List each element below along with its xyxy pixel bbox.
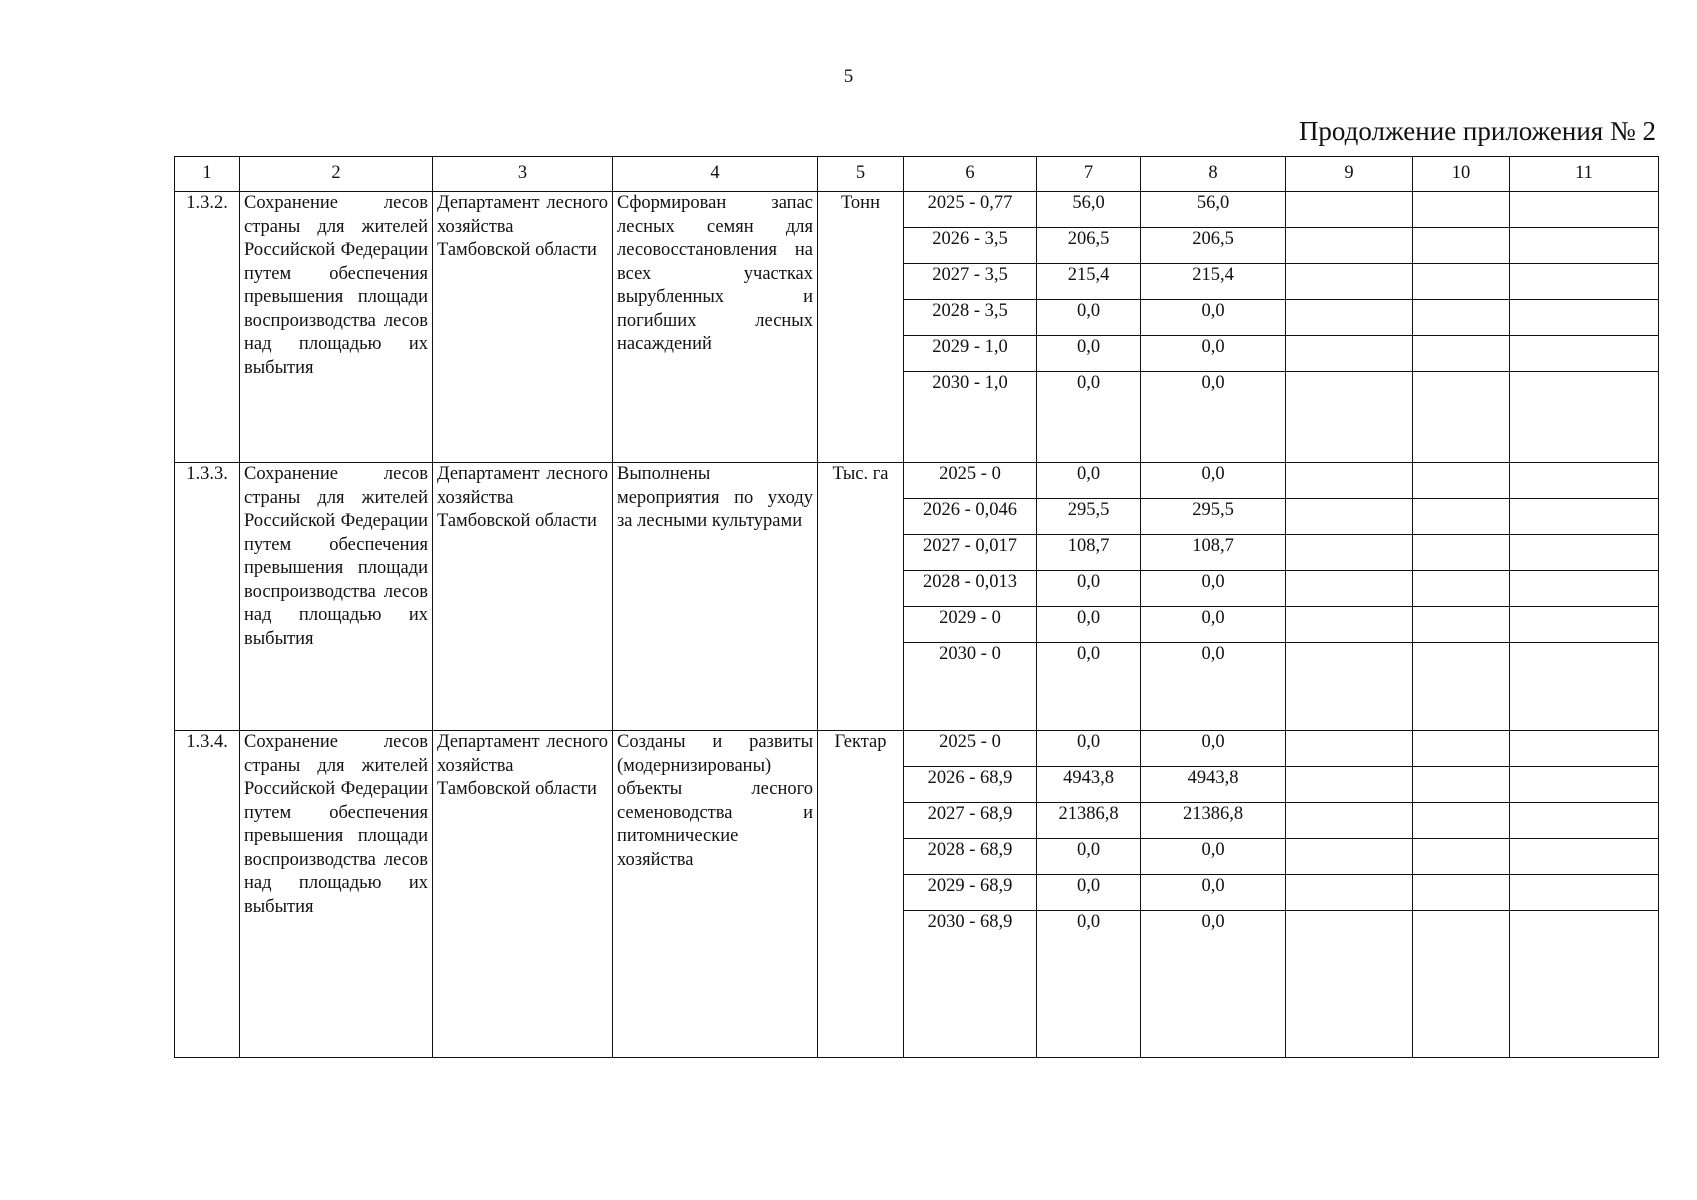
empty-cell bbox=[1286, 839, 1413, 875]
column-header-5: 5 bbox=[818, 157, 904, 192]
column-7-value: 0,0 bbox=[1037, 911, 1141, 1058]
empty-cell bbox=[1286, 192, 1413, 228]
expected-result: Созданы и развиты (модернизированы) объекты лесного семеноводства и питомнические хозяйства bbox=[613, 731, 818, 1058]
empty-cell bbox=[1510, 499, 1659, 535]
empty-cell bbox=[1510, 911, 1659, 1058]
column-7-value: 0,0 bbox=[1037, 875, 1141, 911]
year-value: 2028 - 3,5 bbox=[904, 300, 1037, 336]
empty-cell bbox=[1510, 767, 1659, 803]
column-8-value: 295,5 bbox=[1141, 499, 1286, 535]
year-value: 2030 - 1,0 bbox=[904, 372, 1037, 463]
column-7-value: 295,5 bbox=[1037, 499, 1141, 535]
empty-cell bbox=[1510, 372, 1659, 463]
empty-cell bbox=[1286, 571, 1413, 607]
empty-cell bbox=[1413, 839, 1510, 875]
column-7-value: 0,0 bbox=[1037, 463, 1141, 499]
column-8-value: 0,0 bbox=[1141, 571, 1286, 607]
empty-cell bbox=[1286, 372, 1413, 463]
measure-name: Сохранение лесов страны для жителей Российской Федерации путем обеспечения превышения площади воспроизводства лесов над площадью их выбытия bbox=[240, 463, 433, 731]
header-row bbox=[175, 157, 1659, 192]
column-7-value: 108,7 bbox=[1037, 535, 1141, 571]
empty-cell bbox=[1286, 875, 1413, 911]
empty-cell bbox=[1510, 300, 1659, 336]
empty-cell bbox=[1413, 803, 1510, 839]
year-value: 2027 - 68,9 bbox=[904, 803, 1037, 839]
year-value: 2029 - 68,9 bbox=[904, 875, 1037, 911]
empty-cell bbox=[1413, 372, 1510, 463]
expected-result: Сформирован запас лесных семян для лесовосстановления на всех участках вырубленных и погибших лесных насаждений bbox=[613, 192, 818, 463]
empty-cell bbox=[1413, 767, 1510, 803]
column-7-value: 0,0 bbox=[1037, 839, 1141, 875]
row-number: 1.3.3. bbox=[175, 463, 240, 731]
empty-cell bbox=[1510, 264, 1659, 300]
empty-cell bbox=[1510, 839, 1659, 875]
table-row bbox=[175, 463, 1659, 499]
column-header-7: 7 bbox=[1037, 157, 1141, 192]
empty-cell bbox=[1413, 643, 1510, 731]
empty-cell bbox=[1413, 499, 1510, 535]
column-header-3: 3 bbox=[433, 157, 613, 192]
year-value: 2030 - 0 bbox=[904, 643, 1037, 731]
year-value: 2027 - 0,017 bbox=[904, 535, 1037, 571]
empty-cell bbox=[1286, 643, 1413, 731]
empty-cell bbox=[1510, 875, 1659, 911]
responsible-department: Департамент лесного хозяйства Тамбовской области bbox=[433, 463, 613, 731]
empty-cell bbox=[1510, 192, 1659, 228]
empty-cell bbox=[1286, 535, 1413, 571]
column-8-value: 206,5 bbox=[1141, 228, 1286, 264]
column-7-value: 0,0 bbox=[1037, 571, 1141, 607]
empty-cell bbox=[1413, 228, 1510, 264]
year-value: 2029 - 0 bbox=[904, 607, 1037, 643]
column-8-value: 0,0 bbox=[1141, 731, 1286, 767]
empty-cell bbox=[1286, 228, 1413, 264]
column-8-value: 0,0 bbox=[1141, 372, 1286, 463]
column-8-value: 21386,8 bbox=[1141, 803, 1286, 839]
empty-cell bbox=[1510, 643, 1659, 731]
unit-of-measure: Тонн bbox=[818, 192, 904, 463]
column-7-value: 0,0 bbox=[1037, 300, 1141, 336]
column-header-10: 10 bbox=[1413, 157, 1510, 192]
empty-cell bbox=[1413, 463, 1510, 499]
column-8-value: 0,0 bbox=[1141, 300, 1286, 336]
column-8-value: 4943,8 bbox=[1141, 767, 1286, 803]
column-header-8: 8 bbox=[1141, 157, 1286, 192]
measure-name: Сохранение лесов страны для жителей Российской Федерации путем обеспечения превышения площади воспроизводства лесов над площадью их выбытия bbox=[240, 731, 433, 1058]
column-7-value: 21386,8 bbox=[1037, 803, 1141, 839]
empty-cell bbox=[1286, 300, 1413, 336]
column-8-value: 0,0 bbox=[1141, 336, 1286, 372]
empty-cell bbox=[1510, 731, 1659, 767]
year-value: 2025 - 0 bbox=[904, 463, 1037, 499]
expected-result: Выполнены мероприятия по уходу за лесными культурами bbox=[613, 463, 818, 731]
column-header-2: 2 bbox=[240, 157, 433, 192]
column-header-11: 11 bbox=[1510, 157, 1659, 192]
empty-cell bbox=[1413, 264, 1510, 300]
page-number: 5 bbox=[843, 66, 854, 87]
year-value: 2025 - 0 bbox=[904, 731, 1037, 767]
responsible-department: Департамент лесного хозяйства Тамбовской области bbox=[433, 731, 613, 1058]
empty-cell bbox=[1510, 571, 1659, 607]
column-7-value: 0,0 bbox=[1037, 643, 1141, 731]
empty-cell bbox=[1510, 607, 1659, 643]
year-value: 2028 - 68,9 bbox=[904, 839, 1037, 875]
empty-cell bbox=[1286, 463, 1413, 499]
column-7-value: 206,5 bbox=[1037, 228, 1141, 264]
empty-cell bbox=[1286, 731, 1413, 767]
row-number: 1.3.4. bbox=[175, 731, 240, 1058]
column-7-value: 0,0 bbox=[1037, 372, 1141, 463]
empty-cell bbox=[1286, 767, 1413, 803]
empty-cell bbox=[1286, 803, 1413, 839]
unit-of-measure: Тыс. га bbox=[818, 463, 904, 731]
column-8-value: 215,4 bbox=[1141, 264, 1286, 300]
empty-cell bbox=[1286, 336, 1413, 372]
empty-cell bbox=[1413, 336, 1510, 372]
column-header-1: 1 bbox=[175, 157, 240, 192]
year-value: 2029 - 1,0 bbox=[904, 336, 1037, 372]
empty-cell bbox=[1510, 535, 1659, 571]
empty-cell bbox=[1286, 607, 1413, 643]
column-8-value: 0,0 bbox=[1141, 875, 1286, 911]
empty-cell bbox=[1413, 875, 1510, 911]
column-7-value: 56,0 bbox=[1037, 192, 1141, 228]
empty-cell bbox=[1413, 535, 1510, 571]
appendix-title: Продолжение приложения № 2 bbox=[1298, 116, 1656, 146]
year-value: 2026 - 68,9 bbox=[904, 767, 1037, 803]
empty-cell bbox=[1510, 463, 1659, 499]
empty-cell bbox=[1413, 192, 1510, 228]
column-8-value: 0,0 bbox=[1141, 911, 1286, 1058]
empty-cell bbox=[1286, 499, 1413, 535]
column-8-value: 0,0 bbox=[1141, 643, 1286, 731]
empty-cell bbox=[1413, 300, 1510, 336]
year-value: 2026 - 0,046 bbox=[904, 499, 1037, 535]
column-7-value: 215,4 bbox=[1037, 264, 1141, 300]
year-value: 2028 - 0,013 bbox=[904, 571, 1037, 607]
column-8-value: 56,0 bbox=[1141, 192, 1286, 228]
year-value: 2025 - 0,77 bbox=[904, 192, 1037, 228]
empty-cell bbox=[1413, 731, 1510, 767]
empty-cell bbox=[1510, 336, 1659, 372]
unit-of-measure: Гектар bbox=[818, 731, 904, 1058]
column-8-value: 0,0 bbox=[1141, 839, 1286, 875]
column-7-value: 0,0 bbox=[1037, 731, 1141, 767]
year-value: 2027 - 3,5 bbox=[904, 264, 1037, 300]
empty-cell bbox=[1413, 607, 1510, 643]
empty-cell bbox=[1510, 228, 1659, 264]
column-8-value: 108,7 bbox=[1141, 535, 1286, 571]
year-value: 2026 - 3,5 bbox=[904, 228, 1037, 264]
empty-cell bbox=[1286, 264, 1413, 300]
column-7-value: 0,0 bbox=[1037, 607, 1141, 643]
empty-cell bbox=[1413, 911, 1510, 1058]
empty-cell bbox=[1510, 803, 1659, 839]
table-row bbox=[175, 192, 1659, 228]
column-7-value: 0,0 bbox=[1037, 336, 1141, 372]
appendix-table bbox=[174, 156, 1659, 1058]
responsible-department: Департамент лесного хозяйства Тамбовской области bbox=[433, 192, 613, 463]
column-7-value: 4943,8 bbox=[1037, 767, 1141, 803]
column-header-9: 9 bbox=[1286, 157, 1413, 192]
column-header-6: 6 bbox=[904, 157, 1037, 192]
empty-cell bbox=[1286, 911, 1413, 1058]
column-8-value: 0,0 bbox=[1141, 607, 1286, 643]
table-row bbox=[175, 731, 1659, 767]
column-header-4: 4 bbox=[613, 157, 818, 192]
empty-cell bbox=[1413, 571, 1510, 607]
year-value: 2030 - 68,9 bbox=[904, 911, 1037, 1058]
measure-name: Сохранение лесов страны для жителей Российской Федерации путем обеспечения превышения площади воспроизводства лесов над площадью их выбытия bbox=[240, 192, 433, 463]
row-number: 1.3.2. bbox=[175, 192, 240, 463]
column-8-value: 0,0 bbox=[1141, 463, 1286, 499]
